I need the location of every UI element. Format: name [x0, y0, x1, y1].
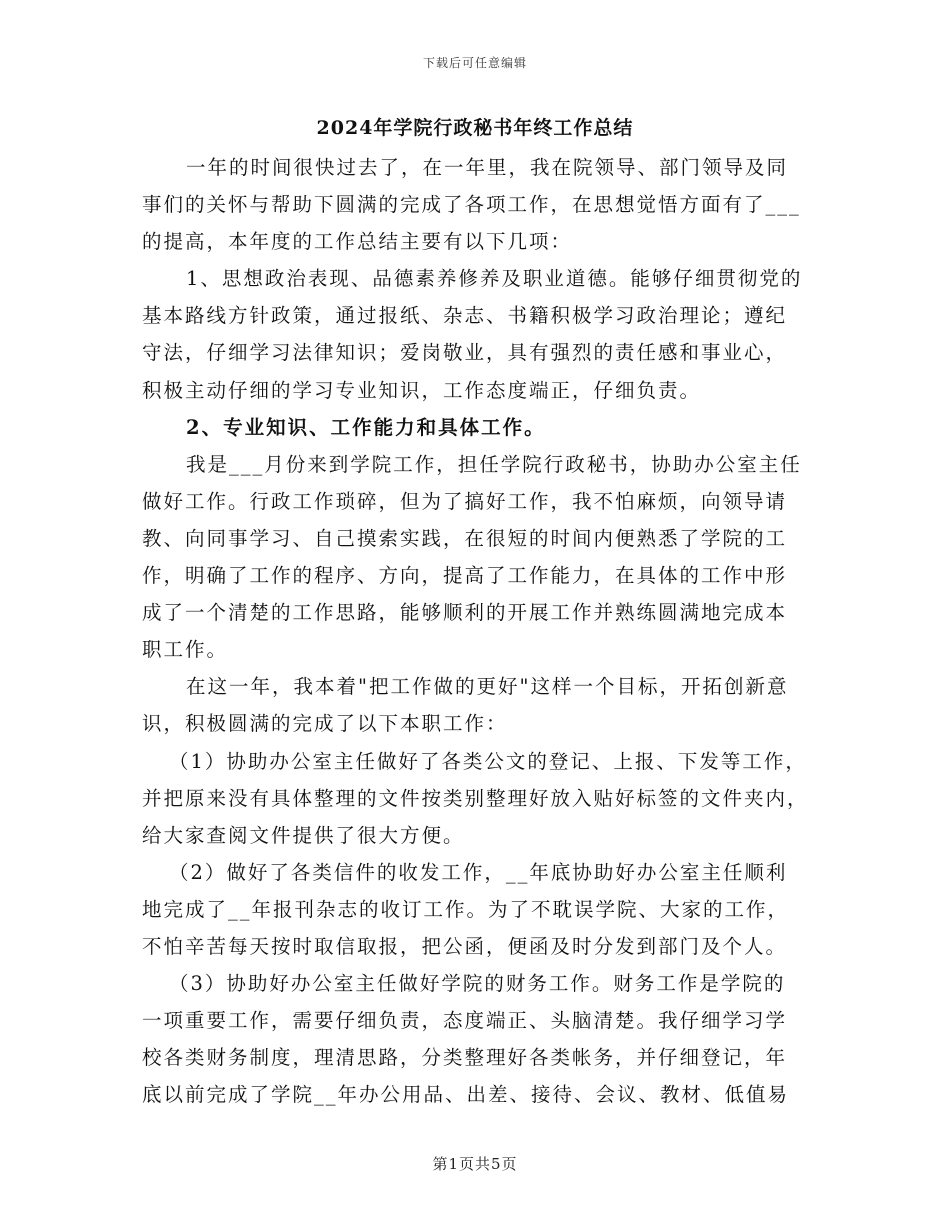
paragraph-line: 识，积极圆满的完成了以下本职工作： [142, 712, 508, 736]
paragraph-line: 并把原来没有具体整理的文件按类别整理好放入贴好标签的文件夹内， [142, 786, 809, 810]
paragraph-line: 基本路线方针政策，通过报纸、杂志、书籍积极学习政治理论；遵纪 [142, 304, 788, 328]
paragraph-line: 事们的关怀与帮助下圆满的完成了各项工作，在思想觉悟方面有了___ [142, 193, 801, 217]
paragraph-line: 底以前完成了学院__年办公用品、出差、接待、会议、教材、低值易 [142, 1083, 790, 1107]
paragraph-line: 1、思想政治表现、品德素养修养及职业道德。能够仔细贯彻党的 [186, 267, 803, 291]
list-item-line: （1）协助办公室主任做好了各类公文的登记、上报、下发等工作， [169, 749, 807, 773]
paragraph-line: 教、向同事学习、自己摸索实践，在很短的时间内便熟悉了学院的工 [142, 526, 788, 550]
paragraph-line: 给大家查阅文件提供了很大方便。 [142, 823, 465, 847]
document-title: 2024年学院行政秘书年终工作总结 [316, 117, 634, 139]
page-number: 第1页共5页 [432, 1155, 518, 1173]
paragraph-line: 一项重要工作，需要仔细负责，态度端正、头脑清楚。我仔细学习学 [142, 1009, 788, 1033]
paragraph-line: 的提高，本年度的工作总结主要有以下几项： [142, 230, 573, 254]
paragraph-line: 成了一个清楚的工作思路，能够顺利的开展工作并熟练圆满地完成本 [142, 601, 788, 625]
paragraph-line: 积极主动仔细的学习专业知识，工作态度端正，仔细负责。 [142, 378, 702, 402]
header-note: 下载后可任意编辑 [422, 56, 527, 70]
section-heading: 2、专业知识、工作能力和具体工作。 [186, 415, 546, 439]
paragraph-line: 守法，仔细学习法律知识；爱岗敬业，具有强烈的责任感和事业心， [142, 341, 788, 365]
paragraph-line: 校各类财务制度，理清思路，分类整理好各类帐务，并仔细登记，年 [142, 1046, 788, 1070]
paragraph-line: 作，明确了工作的程序、方向，提高了工作能力，在具体的工作中形 [142, 564, 788, 588]
paragraph-line: 不怕辛苦每天按时取信取报，把公函，便函及时分发到部门及个人。 [142, 934, 788, 958]
document-body [142, 149, 814, 1113]
paragraph-line: 做好工作。行政工作琐碎，但为了搞好工作，我不怕麻烦，向领导请 [142, 489, 788, 513]
list-item-line: （2）做好了各类信件的收发工作，__年底协助好办公室主任顺利 [169, 860, 788, 884]
list-item-line: （3）协助好办公室主任做好学院的财务工作。财务工作是学院的 [169, 972, 786, 996]
paragraph-line: 我是___月份来到学院工作，担任学院行政秘书，协助办公室主任 [186, 452, 802, 476]
paragraph-line: 职工作。 [142, 638, 229, 662]
paragraph-line: 在这一年，我本着"把工作做的更好"这样一个目标，开拓创新意 [186, 675, 789, 699]
paragraph-line: 地完成了__年报刊杂志的收订工作。为了不耽误学院、大家的工作， [142, 897, 790, 921]
paragraph-line: 一年的时间很快过去了，在一年里，我在院领导、部门领导及同 [186, 156, 789, 179]
